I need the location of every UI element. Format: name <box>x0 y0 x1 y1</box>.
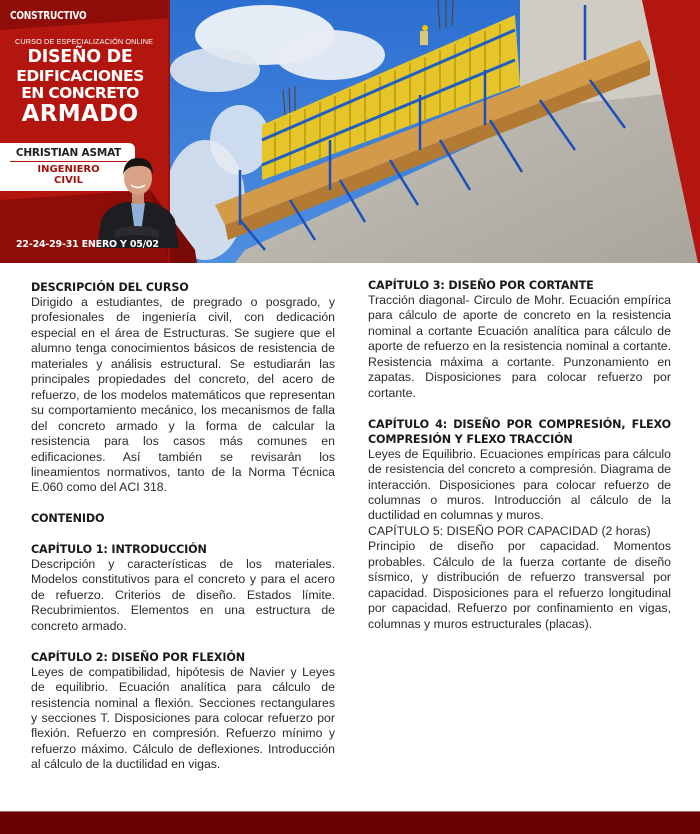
chapter-heading: CAPÍTULO 2: DISEÑO POR FLEXIÓN <box>31 650 245 664</box>
course-title <box>10 49 150 126</box>
description-text: Dirigido a estudiantes, de pregrado o posgrado, y profesionales de ingeniería civil, con dedicación especial en el área de Estructuras. Se sugiere que el alumno tenga conocimientos básicos de resistencia de materiales y análisis estructural. Se estudiarán las principales propiedades del concreto, del acero de refuerzo, de los modelos matemáticos que representan su comportamiento mecánico, los mecanismos de falla del concreto armado y la forma de calcular la resistencia para los casos más comunes en edificaciones. Así también se revisarán los lineamientos normativos, tanto de la Norma Técnica E.060 como del ACI 318. <box>31 295 335 495</box>
right-column <box>368 278 671 632</box>
chapter-text: Leyes de compatibilidad, hipótesis de Navier y Leyes de equilibrio. Ecuación analítica para cálculo de resistencia nominal a flexión. Secciones rectangulares y secciones T. Disposiciones para colocar refuerzo por flexión. Refuerzo en compresión. Refuerzo mínimo y refuerzo máximo. Cálculo de deflexiones. Introducción al cálculo de la ductilidad en vigas. <box>31 664 335 772</box>
footer-bar <box>0 811 700 834</box>
chapter-text: Leyes de Equilibrio. Ecuaciones empíricas para cálculo de resistencia del concreto a compresión. Diagrama de interacción. Disposiciones para colocar refuerzo de columnas o muros. Introducción al cálculo de la ductilidad en columnas y muros. <box>368 446 671 523</box>
instructor-role-line: CIVIL <box>54 175 83 186</box>
contents-heading: CONTENIDO <box>31 512 105 526</box>
left-column <box>31 280 335 773</box>
instructor-portrait <box>95 148 180 248</box>
brand-logo: CONSTRUCTIVO <box>10 9 87 22</box>
chapter-heading: CAPÍTULO 3: DISEÑO POR CORTANTE <box>368 279 594 292</box>
course-dates: 22-24-29-31 ENERO Y 05/02 <box>16 239 159 250</box>
chapter-heading: CAPÍTULO 5: DISEÑO POR CAPACIDAD (2 horas) <box>368 523 651 538</box>
course-title-line: DISEÑO DE <box>27 47 133 67</box>
course-banner <box>0 0 700 263</box>
instructor-name: CHRISTIAN ASMAT <box>10 147 127 162</box>
instructor-role-line: INGENIERO <box>37 164 100 175</box>
right-accent-wedge <box>610 0 700 263</box>
chapter-text: Descripción y características de los materiales. Modelos constitutivos para el concreto y para el acero de refuerzo. Criterios de diseño. Estados límite. Recubrimientos. Elementos en una estructura de concreto armado. <box>31 556 335 633</box>
chapter-heading: CAPÍTULO 4: DISEÑO POR COMPRESIÓN, FLEXO COMPRESIÓN Y FLEXO TRACCIÓN <box>368 417 671 446</box>
course-title-line: EN CONCRETO <box>21 84 139 102</box>
chapter-text: Principio de diseño por capacidad. Momentos probables. Cálculo de la fuerza cortante de diseño sísmico, y distribución de refuerzo transversal por capacidad. Disposiciones para el refuerzo longitudinal por capacidad. Refuerzo por confinamiento en vigas, columnas y muros estructurales (placas). <box>368 539 671 631</box>
course-title-line: ARMADO <box>21 100 139 127</box>
chapter-text: Tracción diagonal- Circulo de Mohr. Ecuación empírica para cálculo de aporte de concreto en la resistencia nominal a cortante Ecuación analítica para cálculo de aporte de refuerzo en la resistencia nominal a cortante. Resistencia máxima a cortante. Punzonamiento en zapatas. Disposiciones para colocar refuerzo por cortante. <box>368 293 671 400</box>
course-kicker: CURSO DE ESPECIALIZACIÓN ONLINE <box>15 37 154 46</box>
description-heading: DESCRIPCIÓN DEL CURSO <box>31 281 189 294</box>
course-title-line: EDIFICACIONES <box>16 66 144 85</box>
chapter-heading: CAPÍTULO 1: INTRODUCCIÓN <box>31 542 207 556</box>
